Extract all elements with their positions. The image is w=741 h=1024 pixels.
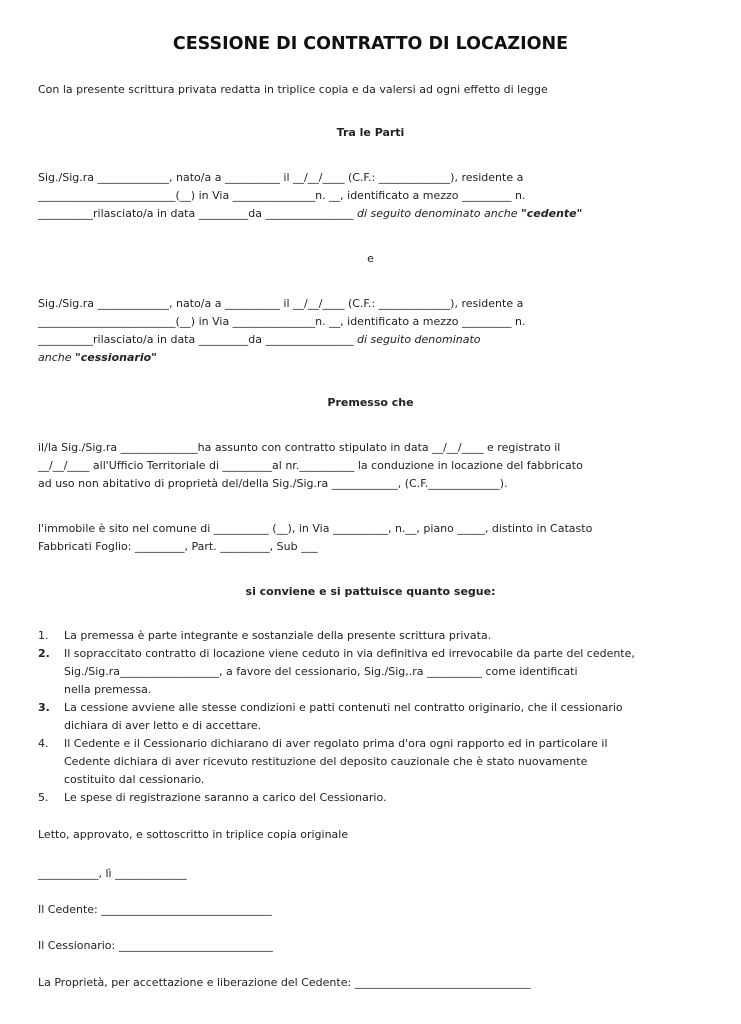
clause-4-number: 4. <box>38 737 49 750</box>
party2-designation: di seguito denominato <box>353 333 481 346</box>
party2-role: "cessionario" <box>75 351 157 364</box>
party2-anche: anche <box>38 351 75 364</box>
cessionario-signature-line: Il Cessionario: ____________________________ <box>38 939 273 952</box>
separator-e: e <box>367 252 374 265</box>
party1-line1: Sig./Sig.ra _____________, nato/a a __________ il __/__/____ (C.F.: _____________), residente a <box>38 171 524 184</box>
premise2-line2: Fabbricati Foglio: _________, Part. _________, Sub ___ <box>38 540 318 553</box>
agreement-heading: si conviene e si pattuisce quanto segue: <box>245 585 496 598</box>
party1-line2: _________________________(__) in Via _______________n. __, identificato a mezzo _________ n. <box>38 189 526 202</box>
clause-1-line: La premessa è parte integrante e sostanziale della presente scrittura privata. <box>64 629 492 642</box>
clause-5-number: 5. <box>38 791 49 804</box>
party2-line3-blanks: __________rilasciato/a in data _________da ________________ <box>38 333 354 346</box>
property-signature-line: La Proprietà, per accettazione e liberazione del Cedente: ________________________________ <box>38 976 531 989</box>
party1-designation: di seguito denominato anche <box>353 207 522 220</box>
party2-line1: Sig./Sig.ra _____________, nato/a a __________ il __/__/____ (C.F.: _____________), residente a <box>38 297 524 310</box>
clause-2-line: Sig./Sig.ra__________________, a favore del cessionario, Sig./Sig,.ra __________ come identificati <box>64 665 578 678</box>
party1-line3-blanks: __________rilasciato/a in data _________da ________________ <box>38 207 354 220</box>
party1-role: "cedente" <box>521 207 583 220</box>
party2-line2: _________________________(__) in Via _______________n. __, identificato a mezzo _________ n. <box>38 315 526 328</box>
clause-3-number: 3. <box>38 701 50 714</box>
clause-4-line: Il Cedente e il Cessionario dichiarano di aver regolato prima d'ora ogni rapporto ed in particolare il <box>64 737 608 750</box>
premise-heading: Premesso che <box>327 396 414 409</box>
place-date-field: ___________, lì _____________ <box>38 867 187 880</box>
premise1-line1: il/la Sig./Sig.ra ______________ha assunto con contratto stipulato in data __/__/____ e registrato il <box>38 441 561 454</box>
parties-heading: Tra le Parti <box>336 126 405 139</box>
closing-text: Letto, approvato, e sottoscritto in triplice copia originale <box>38 828 349 841</box>
clause-2-line: nella premessa. <box>64 683 152 696</box>
clause-2-number: 2. <box>38 647 50 660</box>
clause-4-line: Cedente dichiara di aver ricevuto restituzione del deposito cauzionale che è stato nuovamente <box>64 755 588 768</box>
clause-4-line: costituito dal cessionario. <box>64 773 205 786</box>
clause-2-line: Il sopraccitato contratto di locazione viene ceduto in via definitiva ed irrevocabile da parte del cedente, <box>64 647 635 660</box>
premise1-line3: ad uso non abitativo di proprietà del/della Sig./Sig.ra ____________, (C.F._____________). <box>38 477 508 490</box>
cedente-signature-line: Il Cedente: _______________________________ <box>38 903 272 916</box>
party2-line4 <box>38 351 157 365</box>
clause-1-number: 1. <box>38 629 49 642</box>
party2-line3 <box>38 333 481 347</box>
premise1-line2: __/__/____ all'Ufficio Territoriale di _________al nr.__________ la conduzione in locazione del fabbricato <box>38 459 583 472</box>
clause-3-line: La cessione avviene alle stesse condizioni e patti contenuti nel contratto originario, che il cessionario <box>64 701 623 714</box>
clause-5-line: Le spese di registrazione saranno a carico del Cessionario. <box>64 791 387 804</box>
party1-line3 <box>38 207 582 221</box>
intro-text: Con la presente scrittura privata redatta in triplice copia e da valersi ad ogni effetto di legge <box>38 83 548 96</box>
document-title: CESSIONE DI CONTRATTO DI LOCAZIONE <box>172 34 569 54</box>
clause-3-line: dichiara di aver letto e di accettare. <box>64 719 262 732</box>
premise2-line1: l'immobile è sito nel comune di __________ (__), in Via __________, n.__, piano _____, distinto in Catasto <box>38 522 593 535</box>
